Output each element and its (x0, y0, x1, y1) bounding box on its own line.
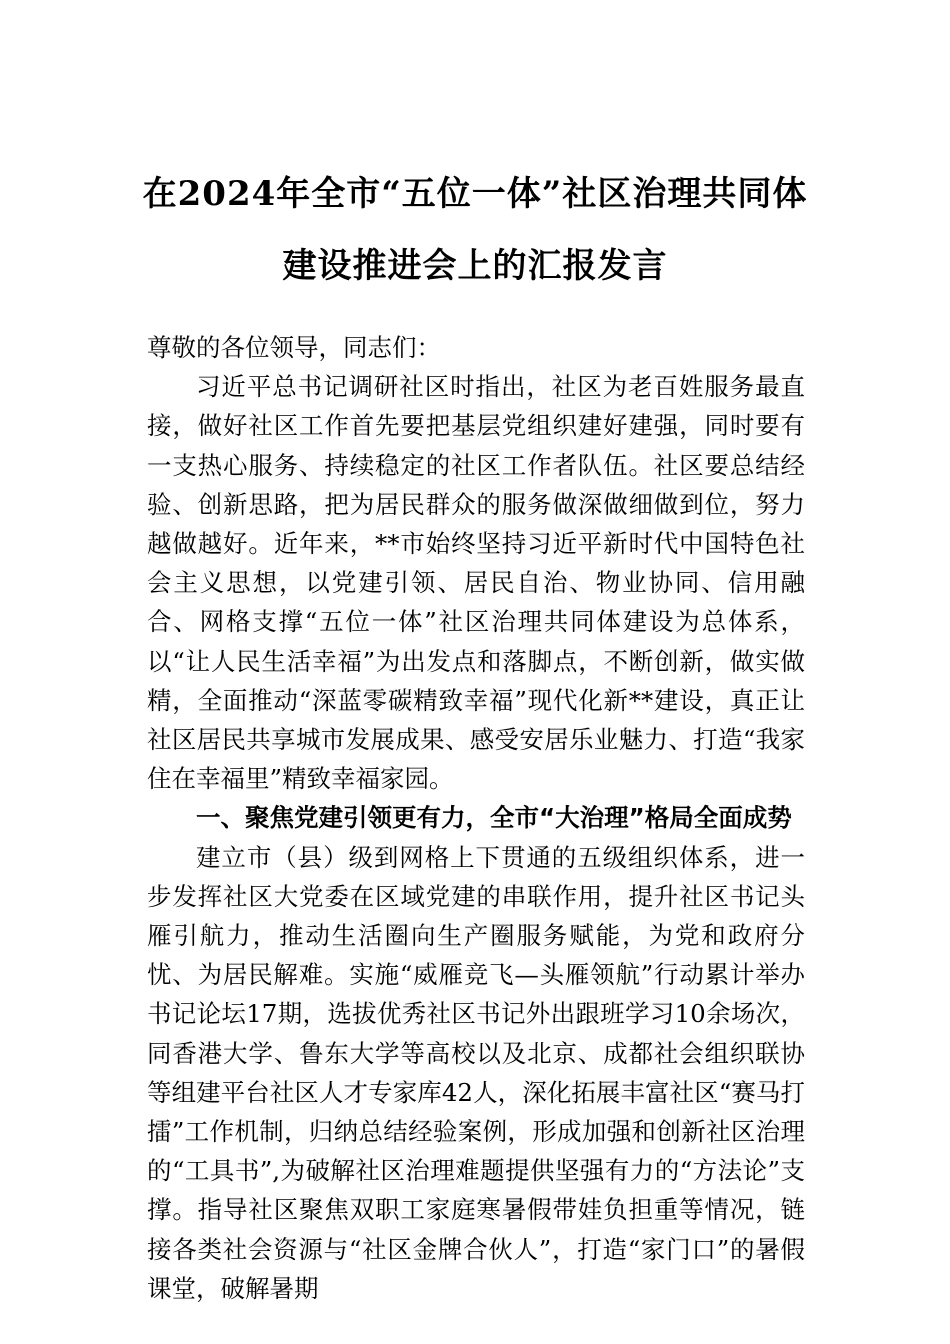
paragraph-intro: 习近平总书记调研社区时指出，社区为老百姓服务最直接，做好社区工作首先要把基层党组织建好建强，同时要有一支热心服务、持续稳定的社区工作者队伍。社区要总结经验、创新思路，把为居民群众的服务做深做细做到位，努力越做越好。近年来，**市始终坚持习近平新时代中国特色社会主义思想，以党建引领、居民自治、物业协同、信用融合、网格支撑“五位一体”社区治理共同体建设为总体系，以“让人民生活幸福”为出发点和落脚点，不断创新，做实做精，全面推动“深蓝零碳精致幸福”现代化新**建设，真正让社区居民共享城市发展成果、感受安居乐业魅力、打造“我家住在幸福里”精致幸福家园。 (147, 372, 805, 794)
salutation: 尊敬的各位领导，同志们： (147, 333, 441, 362)
paragraph-section-1: 建立市（县）级到网格上下贯通的五级组织体系，进一步发挥社区大党委在区域党建的串联作用，提升社区书记头雁引航力，推动生活圈向生产圈服务赋能，为党和政府分忧、为居民解难。实施“威雁竞飞—头雁领航”行动累计举办书记论坛17期，选拔优秀社区书记外出跟班学习10余场次，同香港大学、鲁东大学等高校以及北京、成都社会组织联协等组建平台社区人才专家库42人，深化拓展丰富社区“赛马打擂”工作机制，归纳总结经验案例，形成加强和创新社区治理的“工具书”,为破解社区治理难题提供坚强有力的“方法论”支撑。指导社区聚焦双职工家庭寒暑假带娃负担重等情况，链接各类社会资源与“社区金牌合伙人”，打造“家门口”的暑假课堂，破解暑期 (147, 842, 805, 1303)
section-heading-1: 一、聚焦党建引领更有力，全市“大治理”格局全面成势 (196, 803, 792, 833)
document-title: 在2024年全市“五位一体”社区治理共同体建设推进会上的汇报发言 (142, 174, 808, 286)
document-body (147, 328, 805, 1308)
